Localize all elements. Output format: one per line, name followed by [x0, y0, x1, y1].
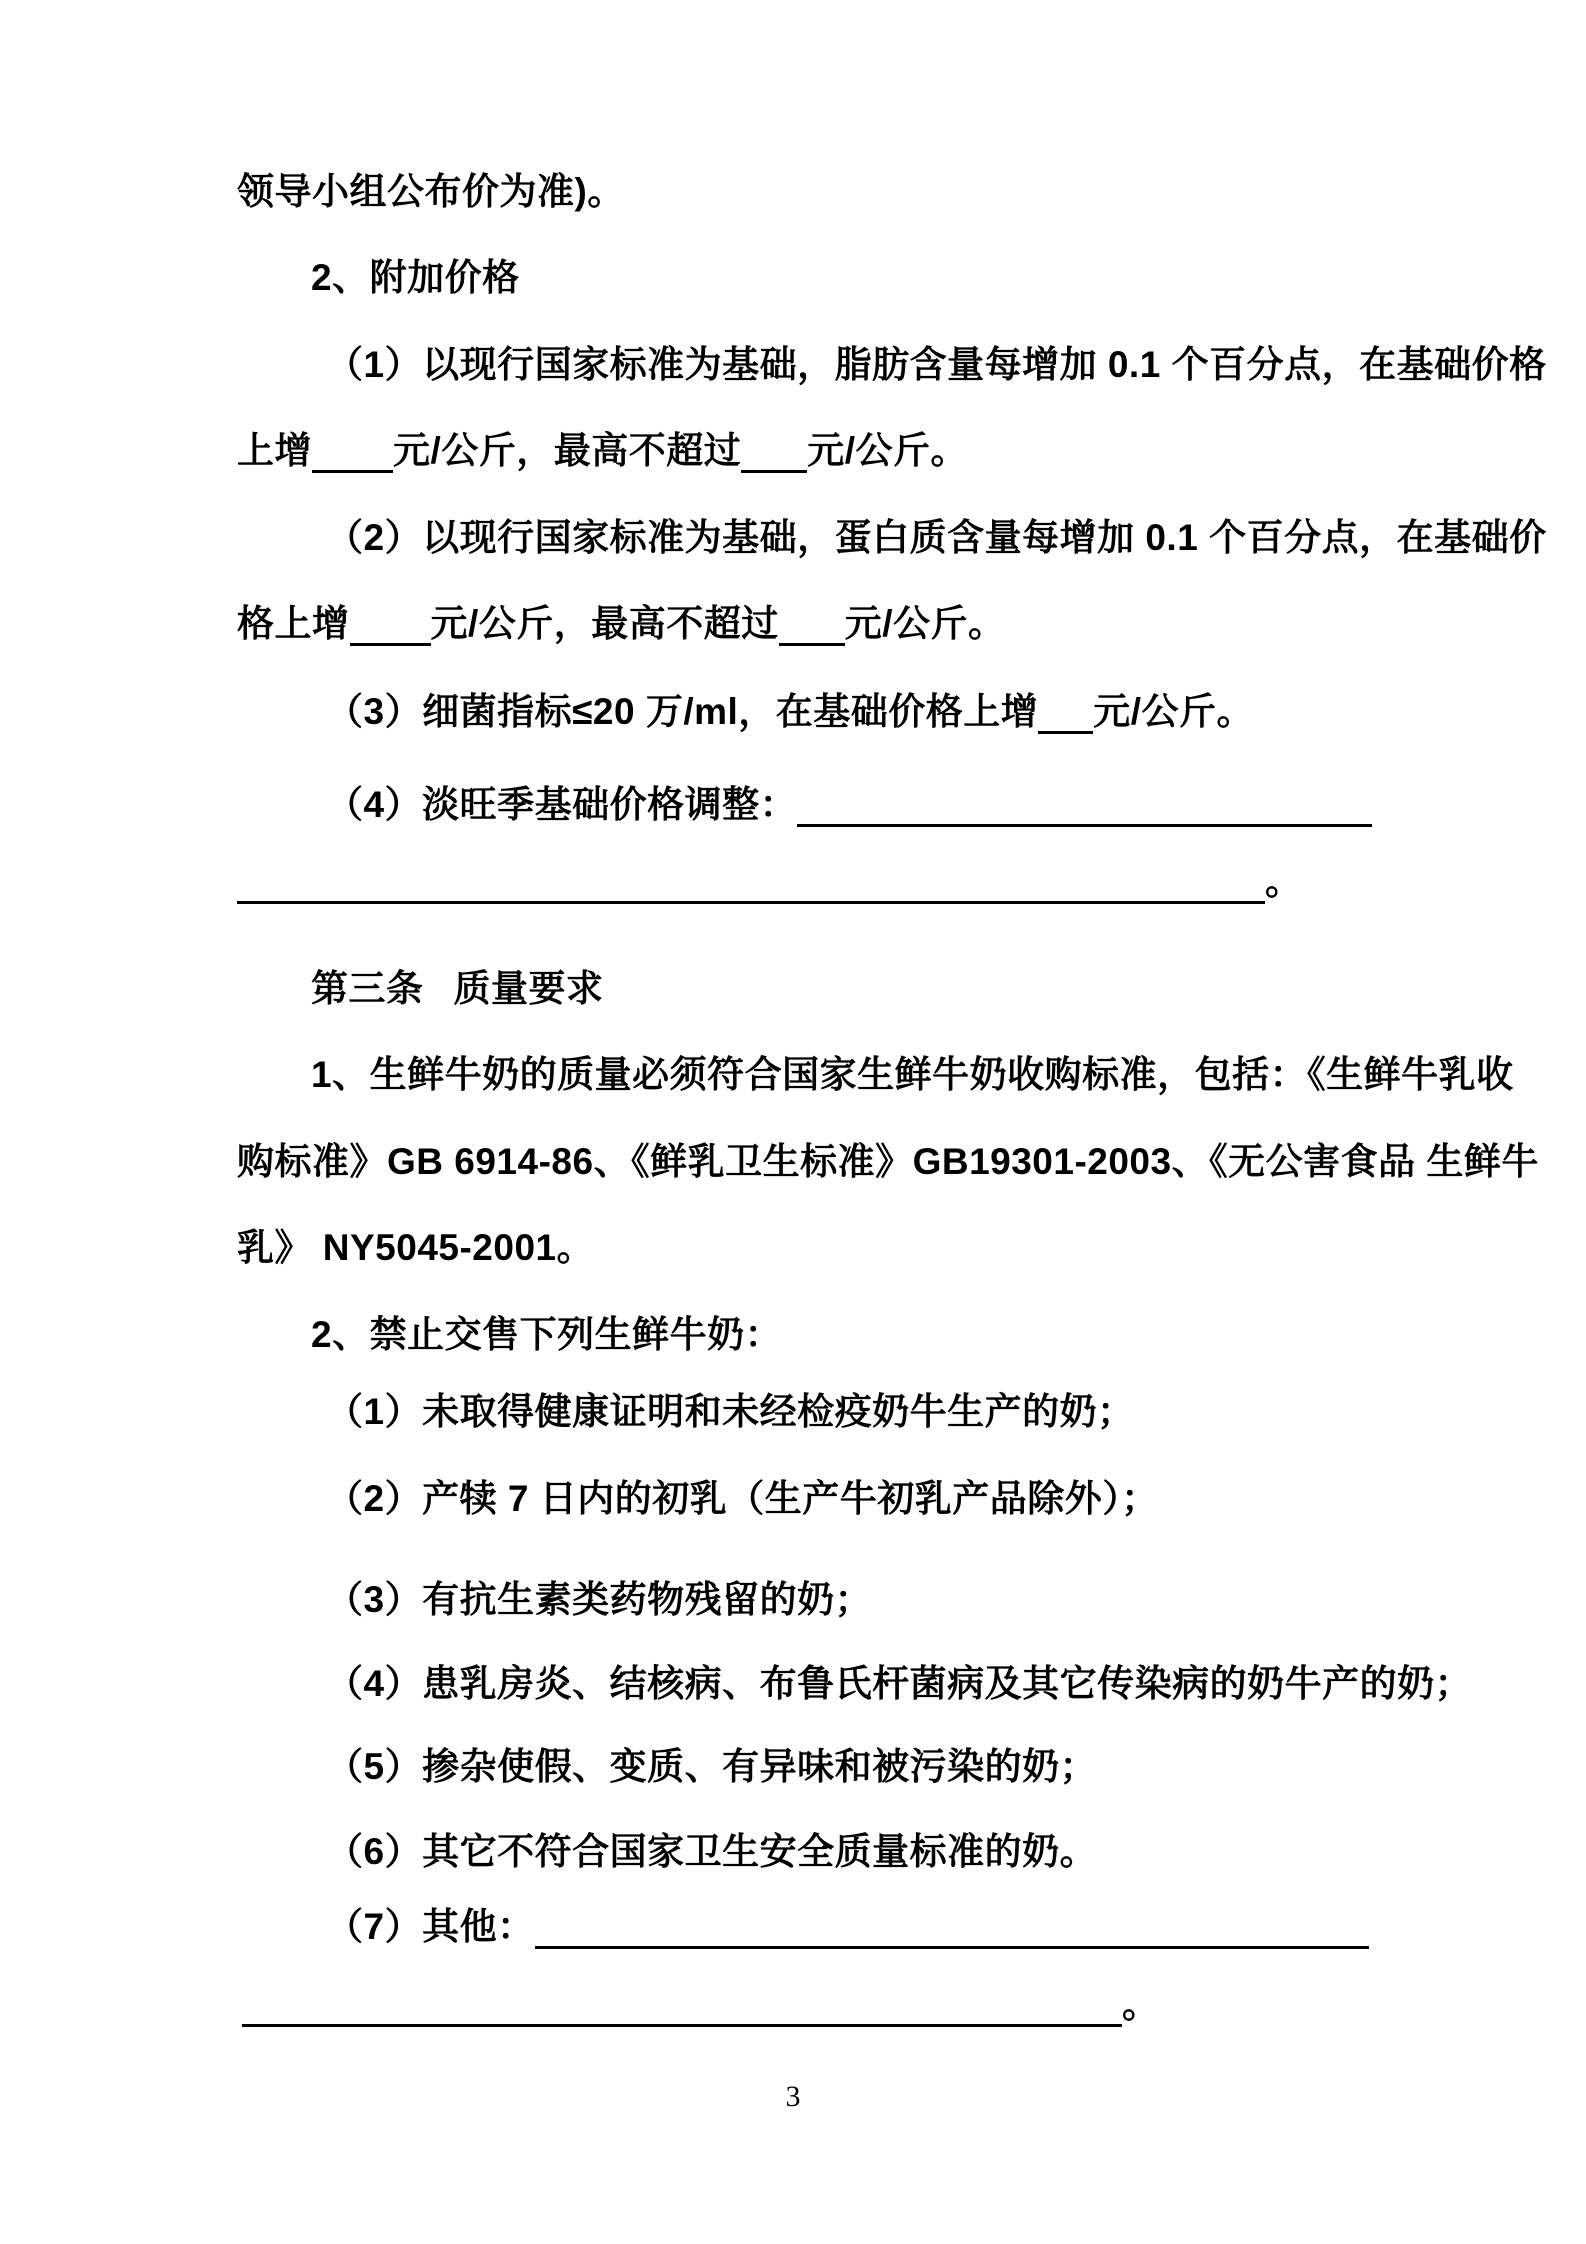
fill-in-blank: [242, 1990, 1122, 2027]
text-run: 元/公斤，最高不超过: [430, 603, 779, 644]
text-run: （5）掺杂使假、变质、有异味和被污染的奶；: [326, 1746, 1098, 1787]
text-run: （2）产犊 7 日内的初乳（生产牛初乳产品除外）；: [326, 1478, 1159, 1519]
line-article3-heading: [311, 967, 604, 1011]
text-run: （7）其他：: [326, 1906, 535, 1947]
line-item2-protein-premium: [326, 516, 1547, 560]
line-forbidden-item7-other: [326, 1905, 1369, 1949]
text-run: 元/公斤。: [1093, 691, 1255, 732]
fill-in-blank: [779, 609, 845, 646]
text-run: 领导小组公布价为准)。: [237, 171, 625, 212]
line-forbidden-item1: [326, 1390, 1135, 1434]
line-forbidden-item6: [326, 1830, 1097, 1874]
line-forbidden-item2: [326, 1477, 1159, 1521]
line-item2-continuation: [237, 602, 1006, 646]
text-run: 格上增: [237, 603, 350, 644]
fill-in-blank: [237, 867, 1265, 904]
heading-text: 第三条: [311, 968, 424, 1009]
line-item1-fat-premium: [326, 343, 1547, 387]
line-quality-clause1-cont1: [237, 1140, 1539, 1184]
line-item1-continuation: [237, 429, 968, 473]
text-run: 1、生鲜牛奶的质量必须符合国家生鲜牛奶收购标准，包括：《生鲜牛乳收: [311, 1054, 1514, 1095]
fill-in-blank: [350, 609, 431, 646]
line-forbidden-item4: [326, 1662, 1472, 1706]
fill-in-blank: [1038, 697, 1093, 734]
text-run: （4）患乳房炎、结核病、布鲁氏杆菌病及其它传染病的奶牛产的奶；: [326, 1663, 1473, 1704]
fill-in-blank: [797, 790, 1372, 827]
line-blank-continuation: [237, 860, 1303, 904]
line-quality-clause1: [311, 1053, 1514, 1097]
text-run: 购标准》GB 6914-86、《鲜乳卫生标准》GB19301-2003、《无公害食品 生鲜牛: [237, 1141, 1539, 1182]
text-run: （2）以现行国家标准为基础，蛋白质含量每增加 0.1 个百分点，在基础价: [326, 517, 1547, 558]
text-run: （6）其它不符合国家卫生安全质量标准的奶。: [326, 1831, 1098, 1872]
text-run: （1）未取得健康证明和未经检疫奶牛生产的奶；: [326, 1391, 1135, 1432]
text-run: 元/公斤。: [844, 603, 1006, 644]
text-run: 乳》 NY5045-2001。: [237, 1227, 595, 1268]
text-run: 2、禁止交售下列生鲜牛奶：: [311, 1314, 783, 1355]
line-additional-price-heading: [311, 256, 520, 300]
text-run: （1）以现行国家标准为基础，脂肪含量每增加 0.1 个百分点，在基础价格: [326, 344, 1547, 385]
line-quality-clause1-cont2: [237, 1226, 594, 1270]
text-run: 元/公斤。: [807, 430, 969, 471]
line-forbidden-item3: [326, 1578, 872, 1622]
line-blank-continuation-2: [242, 1983, 1160, 2027]
text-run: 。: [1122, 1984, 1160, 2025]
text-run: 上增: [237, 430, 312, 471]
text-run: 元/公斤，最高不超过: [393, 430, 742, 471]
line-lead-price-note: [237, 170, 625, 214]
text-run: （4）淡旺季基础价格调整：: [326, 784, 798, 825]
text-run: 2、附加价格: [311, 257, 520, 298]
text-run: 。: [1265, 861, 1303, 902]
text-run: （3）细菌指标≤20 万/ml，在基础价格上增: [326, 691, 1039, 732]
fill-in-blank: [535, 1912, 1369, 1949]
text-run: （3）有抗生素类药物残留的奶；: [326, 1579, 873, 1620]
line-item4-seasonal-adjustment: [326, 783, 1372, 827]
line-forbidden-item5: [326, 1745, 1097, 1789]
heading-text: 质量要求: [453, 968, 604, 1009]
page-number: 3: [785, 2080, 801, 2113]
line-item3-bacteria-premium: [326, 690, 1254, 734]
fill-in-blank: [741, 436, 807, 473]
line-quality-clause2: [311, 1313, 782, 1357]
fill-in-blank: [312, 436, 393, 473]
